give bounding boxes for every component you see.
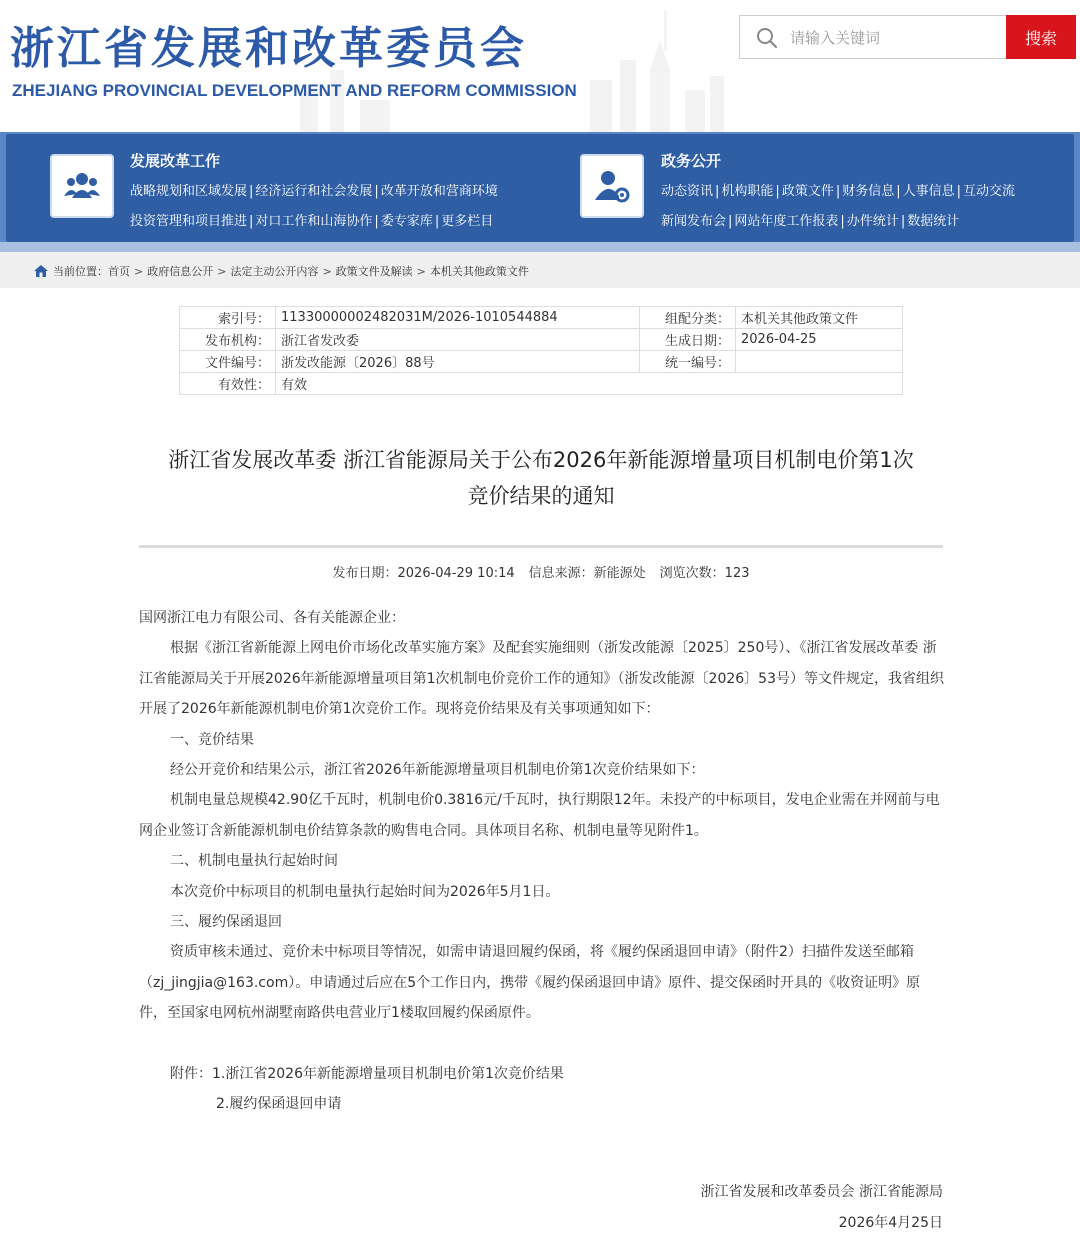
nav-link[interactable]: 更多栏目 [441, 214, 494, 229]
article-body [139, 603, 945, 1120]
meta-key: 索引号： [180, 307, 276, 329]
table-row [180, 373, 903, 395]
breadcrumb-item[interactable]: 本机关其他政策文件 [429, 265, 529, 278]
search-button[interactable]: 搜索 [1006, 15, 1076, 59]
paragraph: 资质审核未通过、竞价未中标项目等情况，如需申请退回履约保函，将《履约保函退回申请》（附件2）扫描件发送至邮箱（zj_jingjia@163.com）。申请通过后应在5个工作日内，携带《履约保函退回申请》原件、提交保函时开具的《收资证明》原件，至国家电网杭州湖墅南路供电营业厅1楼取回履约保函原件。 [139, 944, 921, 1022]
attachment-link[interactable]: 2.履约保函退回申请 [216, 1096, 342, 1113]
publish-info [140, 562, 942, 581]
meta-value: 2026-04-25 [736, 329, 903, 351]
user-gear-icon-svg [592, 166, 632, 206]
site-title: 浙江省发展和改革委员会 [10, 23, 527, 74]
nav-link[interactable]: 投资管理和项目推进 [130, 214, 248, 229]
breadcrumb-item[interactable]: 政府信息公开 [147, 265, 214, 278]
meta-key: 生成日期： [640, 329, 736, 351]
meta-value: 浙江省发改委 [276, 329, 640, 351]
nav-bottom-band [0, 242, 1080, 252]
nav-links-gov-row1: 动态资讯 | 机构职能 | 政策文件 | 财务信息 | 人事信息 | 互动交流 [661, 184, 1016, 199]
main-nav [0, 132, 1080, 252]
breadcrumb-item[interactable]: 法定主动公开内容 [230, 265, 319, 278]
meta-value [736, 351, 903, 373]
home-icon [34, 265, 48, 277]
nav-link[interactable]: 委专家库 [380, 214, 433, 229]
site-subtitle: ZHEJIANG PROVINCIAL DEVELOPMENT AND REFORM COMMISSION [12, 81, 577, 100]
paragraph: 本次竞价中标项目的机制电量执行起始时间为2026年5月1日。 [170, 883, 560, 900]
salutation: 国网浙江电力有限公司、各有关能源企业： [139, 610, 405, 626]
paragraph: 根据《浙江省新能源上网电价市场化改革实施方案》及配套实施细则（浙发改能源〔2025〕250号）、《浙江省发展改革委 浙江省能源局关于开展2026年新能源增量项目第1次机制电价竞价工作的通知》（浙发改能源〔2026〕53号）等文件规定，我省组织开展了2026年新能源机制电价第1次竞价工作。现将竞价结果及有关事项通知如下： [139, 640, 944, 718]
meta-value: 11330000002482031M/2026-1010544884 [276, 307, 640, 329]
nav-links-gov-row2: 新闻发布会 | 网站年度工作报表 | 办件统计 | 数据统计 [661, 214, 960, 229]
section-heading: 三、履约保函退回 [170, 914, 282, 931]
people-group-icon-svg [62, 166, 102, 206]
section-heading: 一、竞价结果 [170, 731, 254, 748]
meta-value: 本机关其他政策文件 [736, 307, 903, 329]
table-row [180, 307, 903, 329]
breadcrumb: 当前位置：首页 > 政府信息公开 > 法定主动公开内容 > 政策文件及解读 > 本机关其他政策文件 [34, 263, 529, 279]
nav-link[interactable]: 网站年度工作报表 [734, 214, 839, 229]
user-gear-icon[interactable] [580, 154, 644, 218]
nav-link[interactable]: 经济运行和社会发展 [255, 184, 373, 199]
breadcrumb-bar [0, 252, 1080, 288]
meta-key: 发布机构： [180, 329, 276, 351]
article-title [140, 442, 942, 514]
site-header [0, 0, 1080, 132]
nav-group-title-gov[interactable]: 政务公开 [661, 152, 722, 170]
nav-links-work-row1: 战略规划和区域发展 | 经济运行和社会发展 | 改革开放和营商环境 [130, 184, 498, 199]
breadcrumb-item[interactable]: 首页 [108, 265, 130, 278]
signer: 浙江省发展和改革委员会 浙江省能源局 [700, 1184, 943, 1200]
nav-links-work-row2: 投资管理和项目推进 | 对口工作和山海协作 | 委专家库 | 更多栏目 [130, 214, 494, 229]
people-group-icon[interactable] [50, 154, 114, 218]
sign-date: 2026年4月25日 [838, 1215, 943, 1231]
meta-key: 组配分类： [640, 307, 736, 329]
meta-key: 有效性： [180, 373, 276, 395]
search-input[interactable] [788, 22, 1007, 54]
attachment-link[interactable]: 附件：1.浙江省2026年新能源增量项目机制电价第1次竞价结果 [170, 1065, 564, 1082]
meta-key: 文件编号： [180, 351, 276, 373]
paragraph: 经公开竞价和结果公示，浙江省2026年新能源增量项目机制电价第1次竞价结果如下： [170, 762, 705, 779]
search-icon [756, 27, 778, 49]
meta-value: 有效 [276, 373, 903, 395]
nav-link[interactable]: 互动交流 [963, 184, 1016, 199]
table-row [180, 351, 903, 373]
breadcrumb-label: 当前位置： [53, 265, 108, 278]
meta-value: 浙发改能源〔2026〕88号 [276, 351, 640, 373]
nav-link[interactable]: 数据统计 [907, 214, 960, 229]
view-count: 浏览次数：123 [659, 566, 750, 581]
nav-link[interactable]: 政策文件 [781, 184, 834, 199]
title-divider [139, 545, 943, 548]
document-meta-table [179, 306, 903, 395]
breadcrumb-item[interactable]: 政策文件及解读 [335, 265, 413, 278]
nav-link[interactable]: 对口工作和山海协作 [255, 214, 373, 229]
nav-link[interactable]: 财务信息 [842, 184, 895, 199]
nav-link[interactable]: 新闻发布会 [661, 214, 727, 229]
paragraph: 机制电量总规模42.90亿千瓦时，机制电价0.3816元/千瓦时，执行期限12年。未投产的中标项目，发电企业需在并网前与电网企业签订含新能源机制电价结算条款的购售电合同。具体项目名称、机制电量等见附件1。 [139, 792, 940, 839]
search-box [739, 15, 1076, 59]
table-row [180, 329, 903, 351]
meta-key: 统一编号： [640, 351, 736, 373]
article-title-line: 浙江省发展改革委 浙江省能源局关于公布2026年新能源增量项目机制电价第1次 [168, 448, 914, 472]
nav-link[interactable]: 动态资讯 [661, 184, 714, 199]
info-source: 信息来源：新能源处 [528, 566, 646, 581]
nav-link[interactable]: 办件统计 [846, 214, 899, 229]
nav-link[interactable]: 人事信息 [902, 184, 955, 199]
article-title-line: 竞价结果的通知 [467, 484, 615, 508]
nav-link[interactable]: 改革开放和营商环境 [380, 184, 498, 199]
publish-date: 发布日期：2026-04-29 10:14 [332, 566, 515, 581]
nav-link[interactable]: 战略规划和区域发展 [130, 184, 248, 199]
nav-link[interactable]: 机构职能 [721, 184, 774, 199]
section-heading: 二、机制电量执行起始时间 [170, 853, 338, 870]
nav-group-title-work[interactable]: 发展改革工作 [130, 152, 221, 170]
